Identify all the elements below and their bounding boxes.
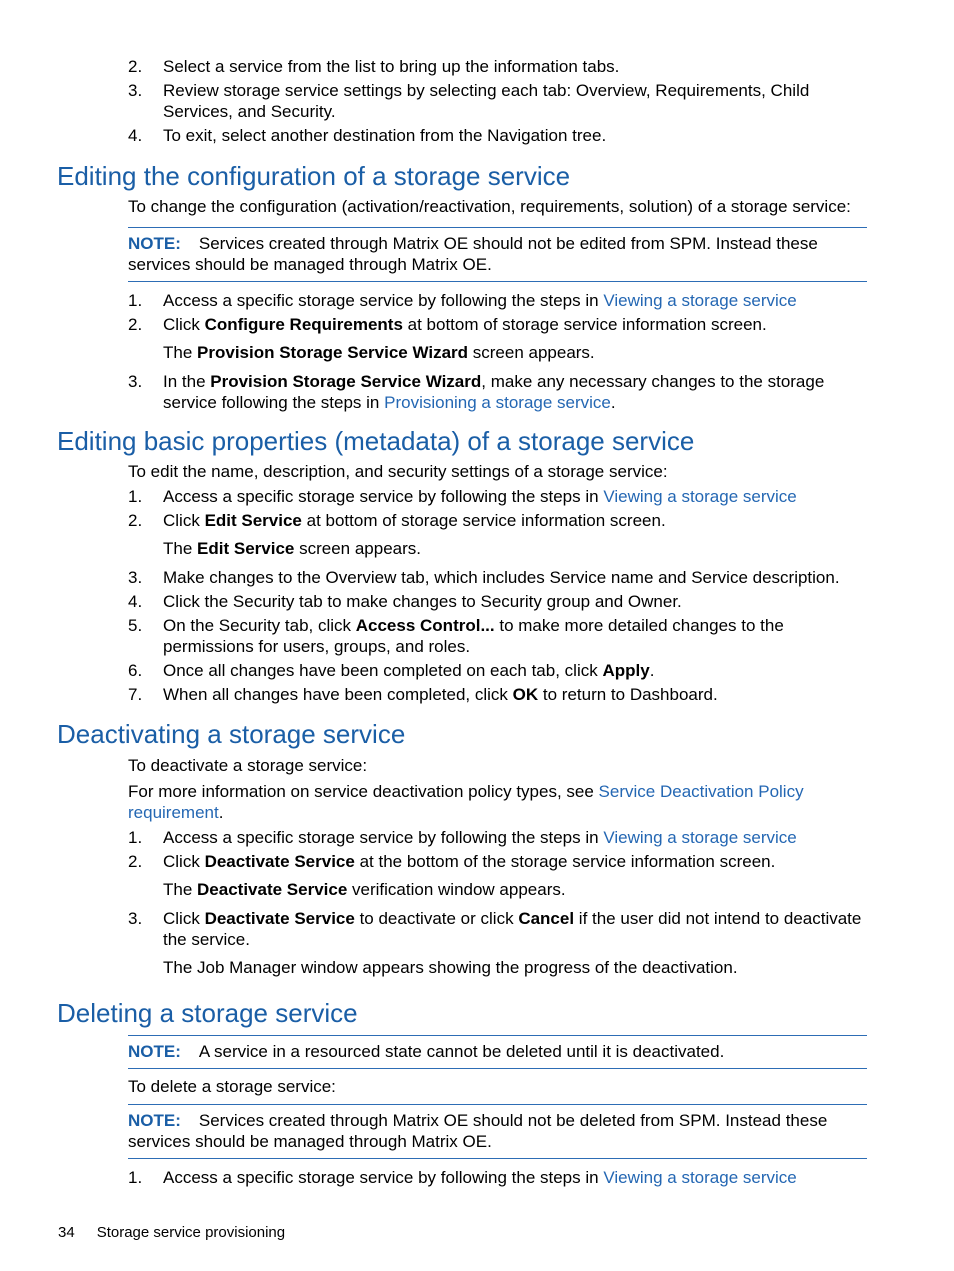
note-text: Services created through Matrix OE should not be deleted from SPM. Instead these services should be managed through Matrix OE. [128,1111,828,1151]
step-text: On the Security tab, click [163,616,356,635]
step-number: 5. [128,616,143,635]
note-box [128,1104,867,1159]
ui-term: Cancel [518,909,575,928]
list-item [0,615,954,657]
ui-term: Apply [602,661,650,680]
step-number: 2. [128,852,143,871]
step-text: to return to Dashboard. [538,685,718,704]
link-viewing-storage-service[interactable]: Viewing a storage service [603,487,797,506]
step-number: 1. [128,1168,143,1187]
step-text: Make changes to the Overview tab, which includes Service name and Service description. [163,568,840,587]
step-number: 1. [128,828,143,847]
section-edit-configuration [0,161,954,416]
section-intro: To delete a storage service: [128,1077,336,1096]
note-box [128,1035,867,1069]
link-deactivation-policy[interactable]: Service Deactivation Policy requirement [128,782,804,822]
step-number: 3. [128,372,143,391]
note-label: NOTE: [128,234,181,253]
step-result [0,538,954,559]
step-text: . [649,661,655,680]
step-number: 3. [128,909,143,928]
step-number: 1. [128,291,143,310]
paragraph-text: For more information on service deactivation policy types, see [128,782,599,801]
step-text: Review storage service settings by selecting each tab: Overview, Requirements, Child Services, and Security. [163,81,810,121]
step-text: Access a specific storage service by following the steps in [163,291,604,310]
ui-term: Edit Service [204,511,302,530]
list-item [0,371,954,413]
step-text: screen appears. [294,539,421,558]
step-text: When all changes have been completed, click [163,685,513,704]
ui-term: Configure Requirements [204,315,403,334]
list-item [0,851,954,872]
paragraph-text: . [218,803,224,822]
section-heading: Editing basic properties (metadata) of a storage service [57,426,695,456]
ui-term: Provision Storage Service Wizard [197,343,469,362]
step-text: Click [163,315,205,334]
section-heading: Editing the configuration of a storage service [57,161,571,191]
step-text: to make more detailed changes to the permissions for users, groups, and roles. [163,616,784,656]
list-item [0,660,954,681]
section-intro: To deactivate a storage service: [128,756,368,775]
list-item [0,314,954,335]
step-number: 2. [128,57,143,76]
list-item [0,486,954,507]
list-item [0,591,954,612]
page-footer [58,1222,285,1243]
step-result [0,879,954,900]
note-box [128,227,867,282]
step-text: Click [163,852,205,871]
list-item [0,1167,954,1188]
link-viewing-storage-service[interactable]: Viewing a storage service [603,1168,797,1187]
list-item [0,125,954,146]
step-text: Click [163,909,205,928]
section-edit-basic-properties [0,426,954,708]
note-text: Services created through Matrix OE should not be edited from SPM. Instead these services should be managed through Matrix OE. [128,234,818,274]
ui-term: Access Control... [355,616,495,635]
ui-term: Provision Storage Service Wizard [210,372,482,391]
step-text: Click the Security tab to make changes to Security group and Owner. [163,592,682,611]
steps-list [0,827,954,978]
step-number: 2. [128,315,143,334]
step-text: The [163,880,198,899]
list-item [0,908,954,950]
steps-list [0,290,954,413]
step-text: Access a specific storage service by following the steps in [163,1168,604,1187]
list-item [0,567,954,588]
step-text: to deactivate or click [354,909,519,928]
step-text: , make any necessary changes to the storage service following the steps in [163,372,825,412]
step-text: In the [163,372,211,391]
section-heading: Deleting a storage service [57,998,358,1028]
step-number: 4. [128,126,143,145]
note-text: A service in a resourced state cannot be deleted until it is deactivated. [198,1042,725,1061]
section-deleting [0,998,954,1191]
info-paragraph [0,781,954,823]
link-provisioning-storage-service[interactable]: Provisioning a storage service [384,393,611,412]
list-item [0,684,954,705]
steps-list [0,486,954,705]
ui-term: Deactivate Service [197,880,348,899]
step-result [0,342,954,363]
list-item [0,80,954,122]
footer-section-title: Storage service provisioning [96,1224,286,1241]
section-intro: To edit the name, description, and security settings of a storage service: [128,462,668,481]
step-text: at bottom of storage service information screen. [301,511,666,530]
list-item [0,290,954,311]
ui-term: OK [512,685,539,704]
list-item [0,510,954,531]
link-viewing-storage-service[interactable]: Viewing a storage service [603,828,797,847]
step-text: verification window appears. [347,880,566,899]
note-label: NOTE: [128,1042,181,1061]
link-viewing-storage-service[interactable]: Viewing a storage service [603,291,797,310]
ui-term: Edit Service [197,539,295,558]
step-text: at the bottom of the storage service information screen. [354,852,776,871]
section-deactivating [0,719,954,986]
step-number: 7. [128,685,143,704]
step-number: 4. [128,592,143,611]
list-item [0,56,954,77]
step-text: Access a specific storage service by following the steps in [163,828,604,847]
steps-list [0,1167,954,1188]
step-text: The [163,343,198,362]
step-text: if the user did not intend to deactivate the service. [163,909,862,949]
ui-term: Deactivate Service [204,909,355,928]
step-number: 1. [128,487,143,506]
list-item [0,827,954,848]
step-number: 3. [128,81,143,100]
page-number: 34 [58,1224,75,1241]
step-text: Click [163,511,205,530]
ui-term: Deactivate Service [204,852,355,871]
section-intro: To change the configuration (activation/reactivation, requirements, solution) of a storage service: [128,197,851,216]
step-number: 2. [128,511,143,530]
step-number: 3. [128,568,143,587]
step-text: screen appears. [468,343,595,362]
step-text: The [163,539,198,558]
step-text: To exit, select another destination from the Navigation tree. [163,126,607,145]
step-text: Select a service from the list to bring up the information tabs. [163,57,620,76]
step-number: 6. [128,661,143,680]
step-result: The Job Manager window appears showing the progress of the deactivation. [163,958,738,977]
note-label: NOTE: [128,1111,181,1130]
step-text: at bottom of storage service information screen. [402,315,767,334]
step-text: . [610,393,616,412]
step-text: Once all changes have been completed on each tab, click [163,661,603,680]
section-heading: Deactivating a storage service [57,719,406,749]
intro-steps-list [0,56,954,149]
step-text: Access a specific storage service by following the steps in [163,487,604,506]
